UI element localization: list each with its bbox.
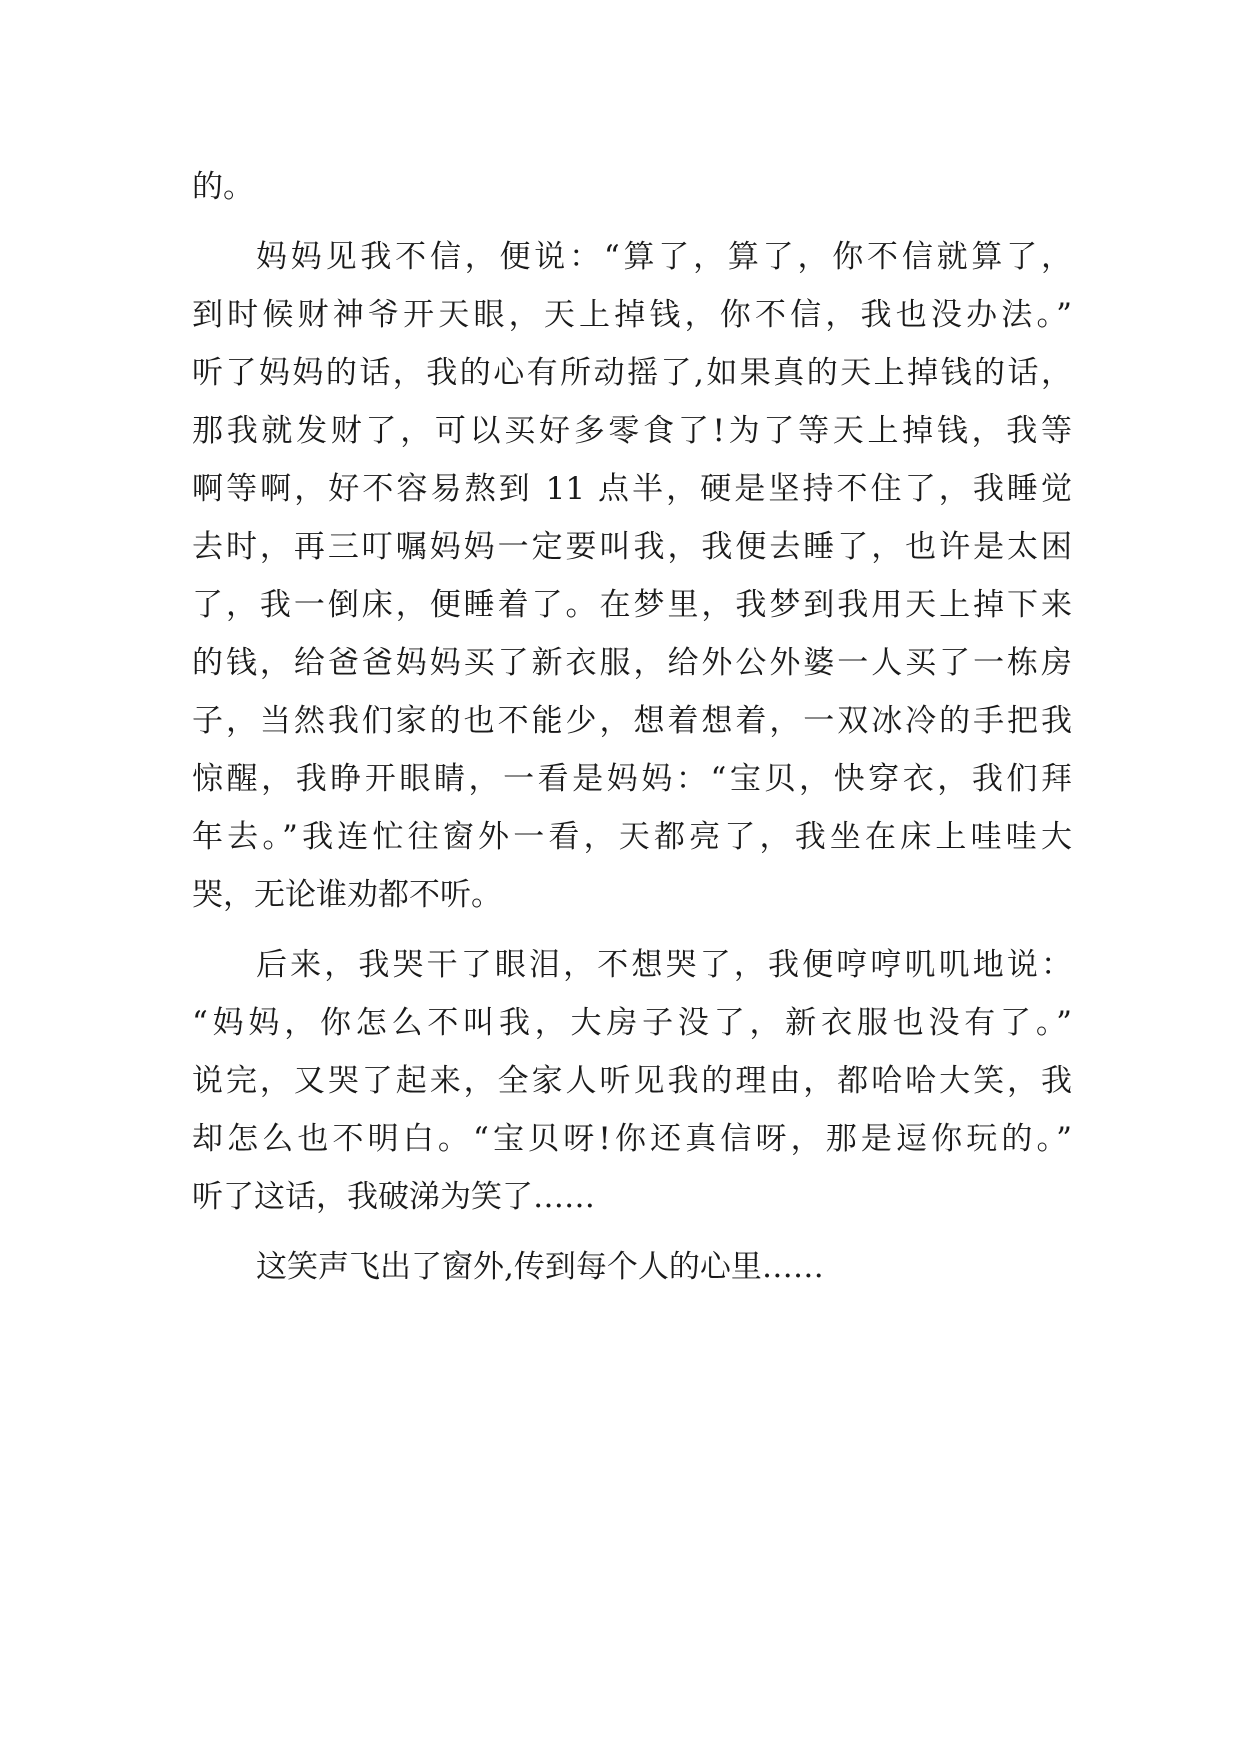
text-line: 了，我一倒床，便睡着了。在梦里，我梦到我用天上掉下来 — [192, 587, 1072, 623]
text-line: 妈妈见我不信，便说：“算了，算了，你不信就算了， — [256, 239, 1072, 275]
text-line: 听了这话，我破涕为笑了…… — [192, 1179, 595, 1215]
text-line: 子，当然我们家的也不能少，想着想着，一双冰冷的手把我 — [192, 703, 1072, 739]
text-line: 到时候财神爷开天眼，天上掉钱，你不信，我也没办法。” — [192, 297, 1072, 333]
text-line: 惊醒，我睁开眼睛，一看是妈妈：“宝贝，快穿衣，我们拜 — [192, 761, 1072, 797]
paragraph-gap — [192, 216, 1072, 228]
paragraph — [192, 228, 1072, 924]
paragraph-gap — [192, 1226, 1072, 1238]
paragraph — [192, 1238, 1072, 1296]
text-line: 后来，我哭干了眼泪，不想哭了，我便哼哼叽叽地说： — [256, 947, 1072, 983]
text-line: 这笑声飞出了窗外,传到每个人的心里…… — [256, 1249, 824, 1285]
paragraph-gap — [192, 924, 1072, 936]
text-line: 年去。”我连忙往窗外一看，天都亮了，我坐在床上哇哇大 — [192, 819, 1072, 855]
text-line: 的钱，给爸爸妈妈买了新衣服，给外公外婆一人买了一栋房 — [192, 645, 1072, 681]
text-line: 听了妈妈的话，我的心有所动摇了,如果真的天上掉钱的话， — [192, 355, 1072, 391]
text-line: 去时，再三叮嘱妈妈一定要叫我，我便去睡了，也许是太困 — [192, 529, 1072, 565]
text-line: 啊等啊，好不容易熬到 11 点半，硬是坚持不住了，我睡觉 — [192, 471, 1072, 507]
paragraph — [192, 158, 1072, 216]
body-text — [192, 158, 1072, 1296]
text-line: 的。 — [192, 169, 254, 205]
text-line: 哭，无论谁劝都不听。 — [192, 877, 502, 913]
text-line: “妈妈，你怎么不叫我，大房子没了，新衣服也没有了。” — [192, 1005, 1072, 1041]
paragraph — [192, 936, 1072, 1226]
text-line: 却怎么也不明白。“宝贝呀!你还真信呀，那是逗你玩的。” — [192, 1121, 1072, 1157]
text-line: 那我就发财了，可以买好多零食了!为了等天上掉钱，我等 — [192, 413, 1072, 449]
text-line: 说完，又哭了起来，全家人听见我的理由，都哈哈大笑，我 — [192, 1063, 1072, 1099]
